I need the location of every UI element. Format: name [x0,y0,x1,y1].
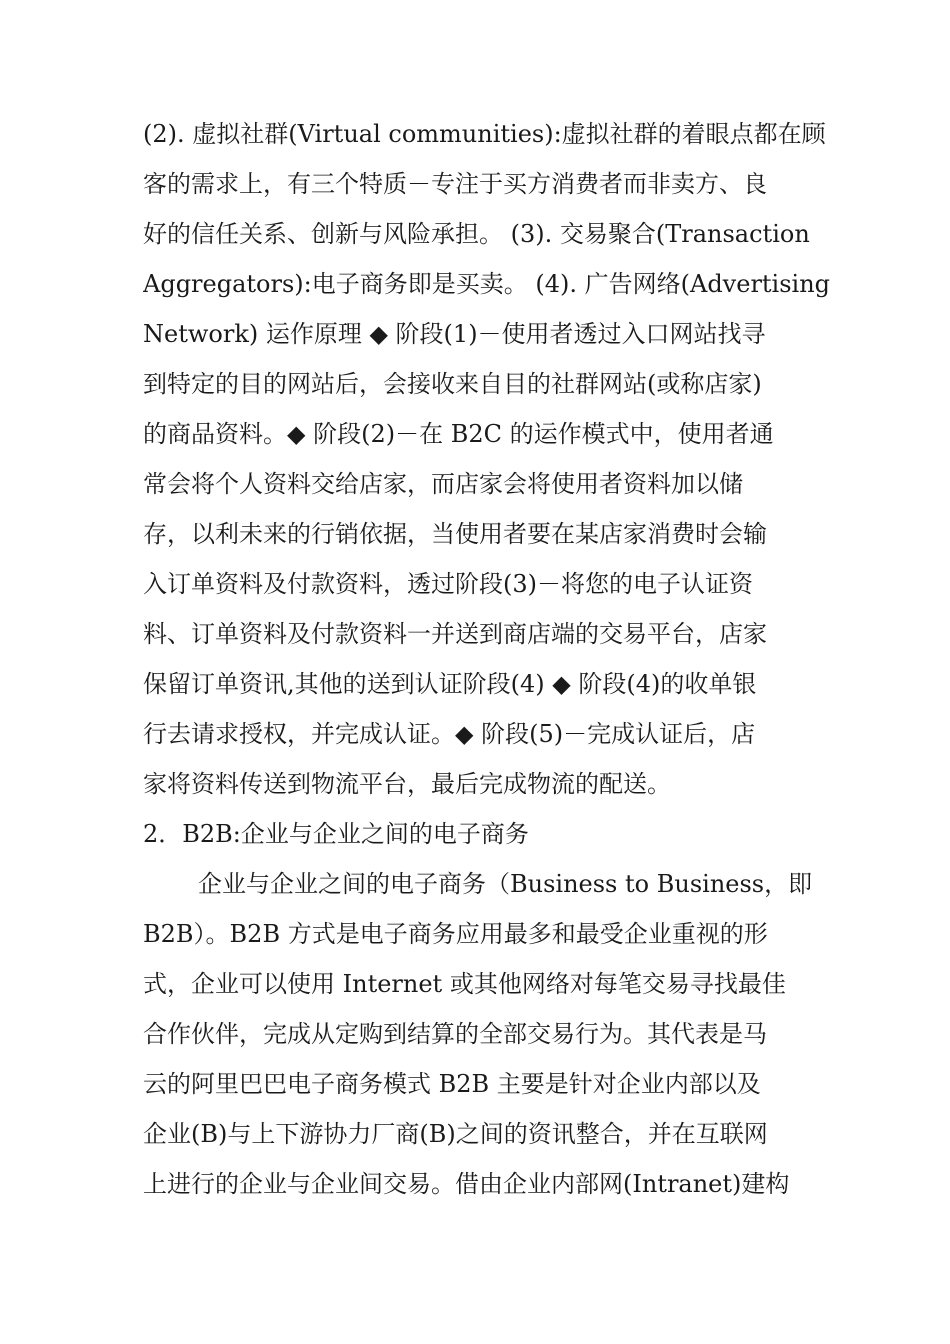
paragraph-line: 好的信任关系、创新与风险承担。 (3). 交易聚合(Transaction [143,220,810,248]
paragraph-line: 家将资料传送到物流平台，最后完成物流的配送。 [143,770,671,798]
paragraph-line: 到特定的目的网站后，会接收来自目的社群网站(或称店家) [143,370,762,398]
paragraph-line: 合作伙伴，完成从定购到结算的全部交易行为。其代表是马 [143,1020,767,1048]
paragraph-line: 企业(B)与上下游协力厂商(B)之间的资讯整合，并在互联网 [143,1120,768,1148]
paragraph-line: 的商品资料。◆ 阶段(2)－在 B2C 的运作模式中，使用者通 [143,420,774,448]
paragraph-line: 式，企业可以使用 Internet 或其他网络对每笔交易寻找最佳 [143,970,786,998]
paragraph-line: 上进行的企业与企业间交易。借由企业内部网(Intranet)建构 [143,1170,790,1198]
paragraph-line: 企业与企业之间的电子商务（Business to Business，即 [198,870,813,898]
paragraph-line: 保留订单资讯,其他的送到认证阶段(4) ◆ 阶段(4)的收单银 [143,670,757,698]
paragraph-line: 料、订单资料及付款资料一并送到商店端的交易平台，店家 [143,620,767,648]
paragraph-line: Network) 运作原理 ◆ 阶段(1)－使用者透过入口网站找寻 [143,320,766,348]
paragraph-line: B2B）。B2B 方式是电子商务应用最多和最受企业重视的形 [143,920,768,948]
paragraph-line: 存，以利未来的行销依据，当使用者要在某店家消费时会输 [143,520,767,548]
section-heading: 2．B2B:企业与企业之间的电子商务 [143,820,529,848]
paragraph-line: (2). 虚拟社群(Virtual communities):虚拟社群的着眼点都在顾 [143,120,826,148]
paragraph-line: Aggregators):电子商务即是买卖。 (4). 广告网络(Advertising [143,270,831,298]
paragraph-line: 常会将个人资料交给店家，而店家会将使用者资料加以储 [143,470,743,498]
paragraph-line: 云的阿里巴巴电子商务模式 B2B 主要是针对企业内部以及 [143,1070,761,1098]
paragraph-line: 客的需求上，有三个特质－专注于买方消费者而非卖方、良 [143,170,767,198]
paragraph-line: 入订单资料及付款资料，透过阶段(3)－将您的电子认证资 [143,570,753,598]
paragraph-line: 行去请求授权，并完成认证。◆ 阶段(5)－完成认证后，店 [143,720,756,748]
